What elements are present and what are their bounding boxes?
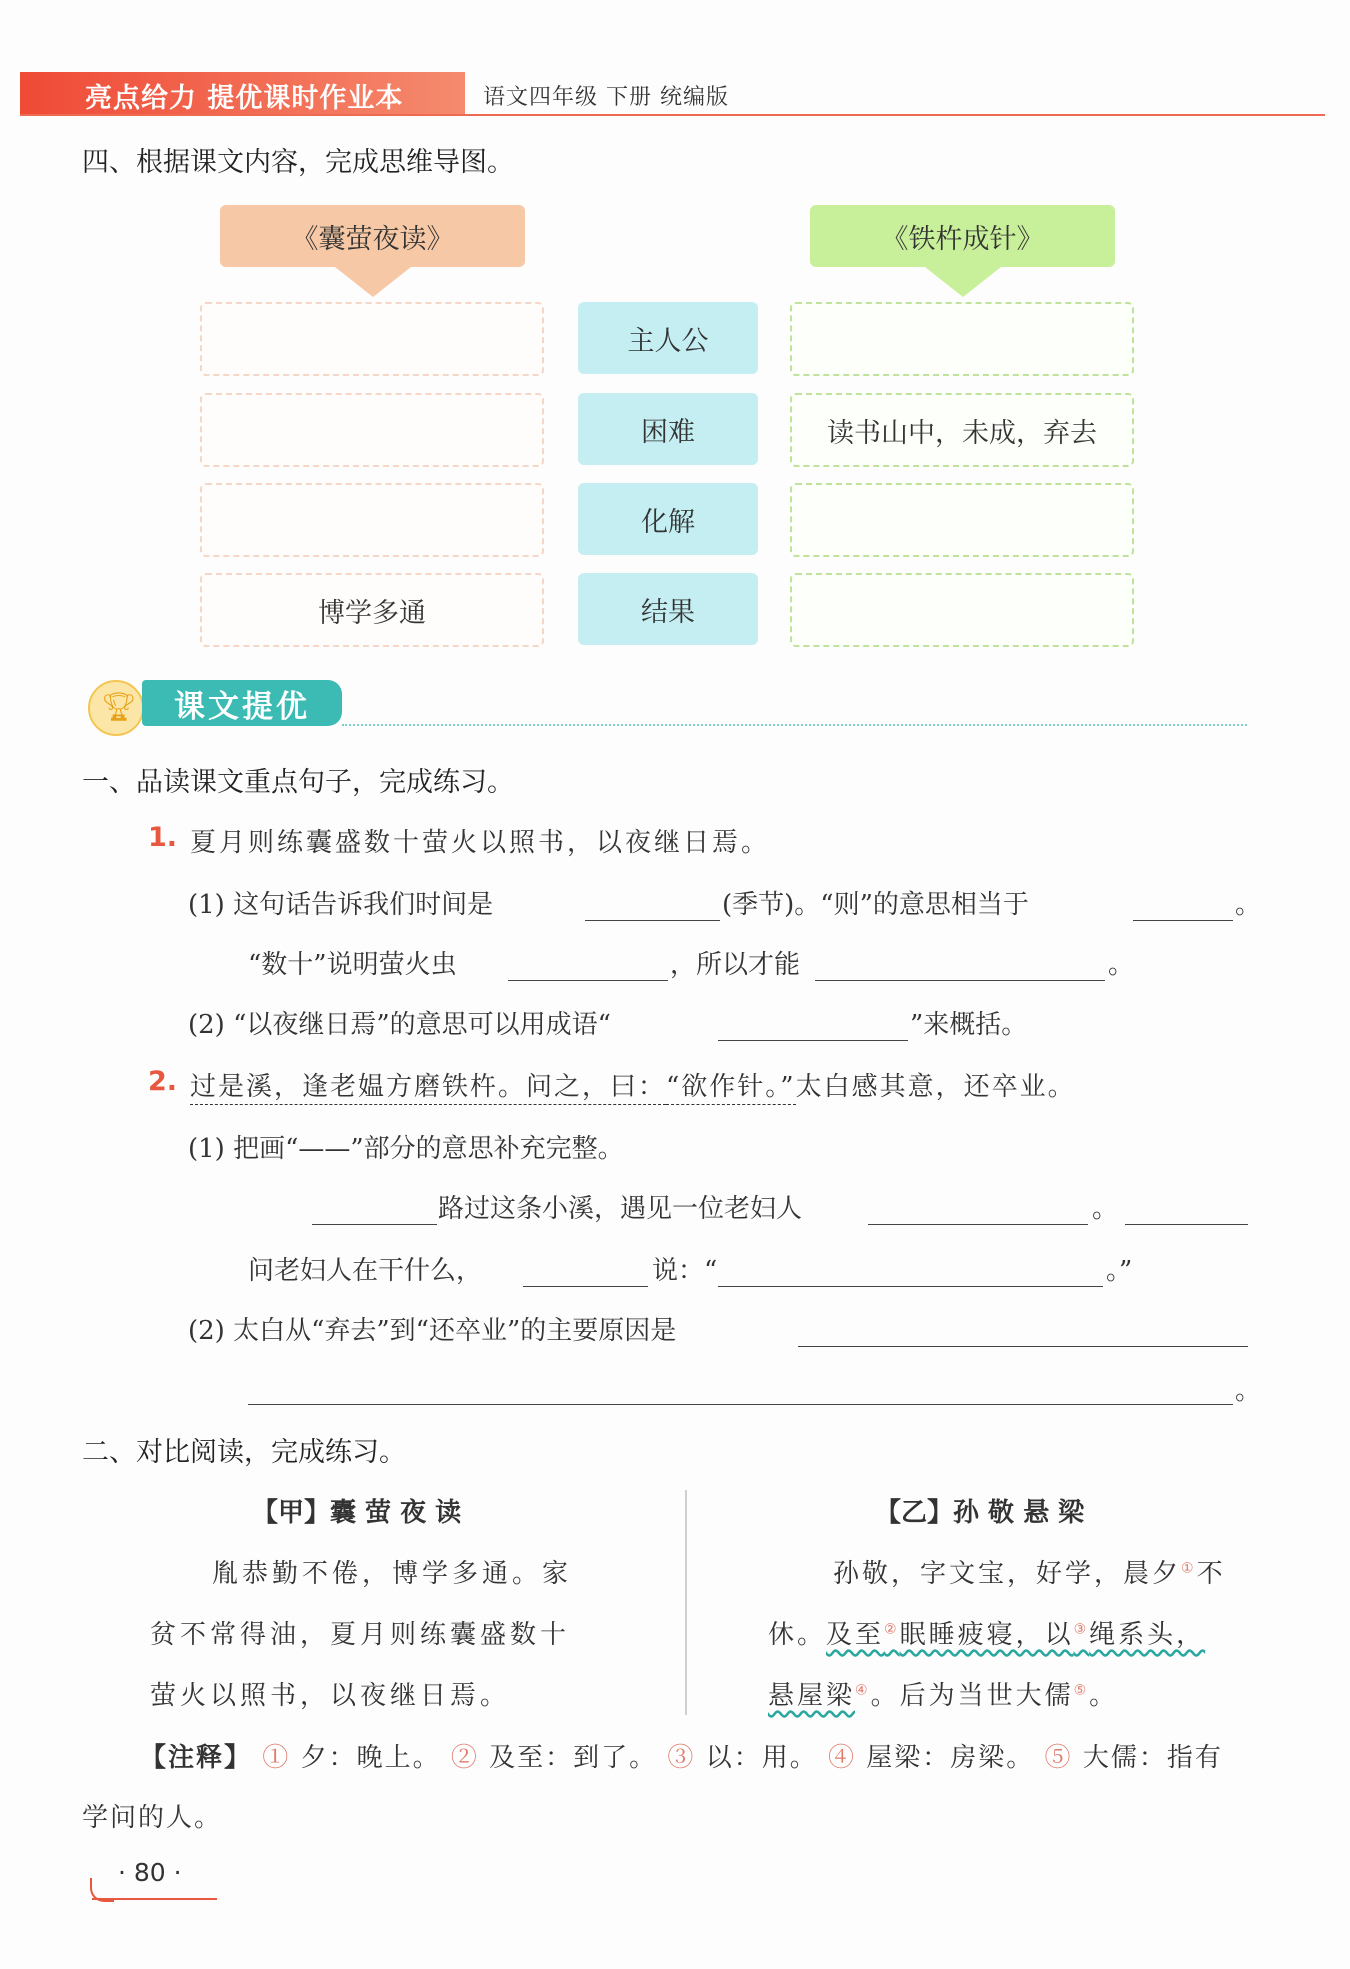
q1-1-prompt-c: “数十”说明萤火虫 xyxy=(248,950,457,980)
q2-1-line2-b: 说：“ xyxy=(652,1256,718,1286)
answer-blank[interactable] xyxy=(523,1286,648,1287)
header-subtitle: 语文四年级 下册 统编版 xyxy=(483,85,729,110)
q4-heading: 四、根据课文内容，完成思维导图。 xyxy=(82,147,514,178)
footnote-mark: ① xyxy=(1181,1560,1197,1577)
down-arrow-icon xyxy=(925,267,1001,297)
q2-sentence-rest: 太白感其意，还卒业。 xyxy=(795,1072,1076,1102)
passage-yi-text: 孙敬，字文宝，好学，晨夕 xyxy=(833,1559,1182,1589)
answer-blank[interactable] xyxy=(312,1224,437,1225)
q1-sentence: 夏月则练囊盛数十萤火以照书，以夜继日焉。 xyxy=(190,828,771,858)
passage-yi-text: 休。 xyxy=(768,1620,827,1650)
header-brand: 亮点给力 提优课时作业本 xyxy=(85,83,404,114)
answer-blank[interactable] xyxy=(1125,1224,1248,1225)
passage-yi-text: 绳系头， xyxy=(1089,1620,1206,1650)
book-title-left: 《囊萤夜读》 xyxy=(220,205,525,267)
passage-yi-line1 xyxy=(833,1553,1226,1590)
q1-1-end: 。 xyxy=(1235,890,1262,920)
q2-sentence-underlined-b: “欲作针。” xyxy=(666,1072,796,1105)
trophy-icon: 🏆︎ xyxy=(101,690,137,723)
q2-1-line1: 路过这条小溪，遇见一位老妇人 xyxy=(438,1194,803,1224)
section-divider xyxy=(342,724,1247,726)
passage-divider xyxy=(685,1490,687,1715)
q1-1-prompt-b: (季节)。“则”的意思相当于 xyxy=(722,890,1029,920)
footnote-mark: ② xyxy=(884,1621,900,1638)
q2-1-prompt: (1) 把画“——”部分的意思补充完整。 xyxy=(188,1134,624,1164)
note-text: 屋梁：房梁。 xyxy=(866,1743,1035,1773)
answer-blank[interactable] xyxy=(585,920,720,921)
passage-yi-title: 【乙】孙 敬 悬 梁 xyxy=(875,1498,1085,1528)
q1-2-prompt: (2) “以夜继日焉”的意思可以用成语“ xyxy=(188,1010,611,1040)
passage-yi-text: 眠睡疲寝，以 xyxy=(899,1620,1074,1650)
answer-blank[interactable] xyxy=(718,1040,908,1041)
answer-blank[interactable] xyxy=(868,1224,1088,1225)
passage-jia-line1: 胤恭勤不倦，博学多通。家 xyxy=(212,1559,573,1589)
map-right-cell-difficulty: 读书山中，未成，弃去 xyxy=(790,393,1134,467)
q1-1-end-b: 。 xyxy=(1108,950,1135,980)
passage-yi-line3 xyxy=(768,1675,1118,1712)
q2-sentence-underlined-a: 过是溪，逢老媪方磨铁杵。问之，曰： xyxy=(190,1072,666,1105)
passage-jia-title: 【甲】囊 萤 夜 读 xyxy=(252,1498,462,1528)
passage-yi-underlined xyxy=(826,1620,1205,1650)
notes-continuation: 学问的人。 xyxy=(82,1803,223,1833)
answer-blank[interactable] xyxy=(718,1286,1103,1287)
q2-2-prompt: (2) 太白从“弃去”到“还卒业”的主要原因是 xyxy=(188,1316,677,1346)
map-label-difficulty: 困难 xyxy=(578,393,758,465)
part2-heading: 二、对比阅读，完成练习。 xyxy=(82,1437,406,1468)
q2-2-end: 。 xyxy=(1235,1376,1262,1406)
map-label-result: 结果 xyxy=(578,573,758,645)
q2-sentence xyxy=(190,1066,1076,1103)
footnote-mark: ② xyxy=(450,1743,479,1773)
part1-heading: 一、品读课文重点句子，完成练习。 xyxy=(82,767,514,798)
q2-1-line2: 问老妇人在干什么， xyxy=(248,1256,483,1286)
note-text: 以：用。 xyxy=(705,1743,818,1773)
footnote-mark: ③ xyxy=(667,1743,696,1773)
note-text: 大儒：指有 xyxy=(1082,1743,1223,1773)
notes-line xyxy=(140,1737,1223,1774)
q1-2-end: ”来概括。 xyxy=(910,1010,1028,1040)
passage-yi-text: 。 xyxy=(1089,1681,1119,1711)
page-number-underline xyxy=(92,1898,217,1900)
footnote-mark: ⑤ xyxy=(1044,1743,1073,1773)
passage-yi-text: 及至 xyxy=(826,1620,885,1650)
footnote-mark: ⑤ xyxy=(1073,1682,1090,1699)
q1-1-prompt: (1) 这句话告诉我们时间是 xyxy=(188,890,494,920)
q1-number: 1. xyxy=(148,822,178,853)
map-left-cell-result: 博学多通 xyxy=(200,573,544,647)
note-text: 及至：到了。 xyxy=(489,1743,658,1773)
map-right-cell-result[interactable] xyxy=(790,573,1134,647)
answer-blank[interactable] xyxy=(508,980,668,981)
q2-1-line2-end: 。” xyxy=(1106,1256,1133,1286)
map-label-resolution: 化解 xyxy=(578,483,758,555)
header-rule xyxy=(20,114,1325,116)
book-title-right: 《铁杵成针》 xyxy=(810,205,1115,267)
q2-1-line1-end: 。 xyxy=(1092,1194,1119,1224)
passage-jia-line2: 贫不常得油，夏月则练囊盛数十 xyxy=(150,1620,571,1650)
answer-blank[interactable] xyxy=(1133,920,1233,921)
passage-yi-line2 xyxy=(768,1614,1205,1651)
passage-yi-underlined xyxy=(768,1681,855,1711)
map-label-protagonist: 主人公 xyxy=(578,302,758,374)
footnote-mark: ① xyxy=(262,1743,291,1773)
answer-blank[interactable] xyxy=(798,1346,1248,1347)
answer-blank[interactable] xyxy=(248,1404,1233,1405)
passage-yi-text: 。后为当世大儒 xyxy=(870,1681,1074,1711)
section-title: 课文提优 xyxy=(142,680,342,726)
map-left-cell-resolution[interactable] xyxy=(200,483,544,557)
passage-yi-text: 悬屋梁 xyxy=(768,1681,856,1711)
down-arrow-icon xyxy=(335,267,411,297)
footnote-mark: ④ xyxy=(827,1743,856,1773)
q1-1-prompt-d: ，所以才能 xyxy=(670,950,801,980)
map-right-cell-resolution[interactable] xyxy=(790,483,1134,557)
map-left-cell-protagonist[interactable] xyxy=(200,302,544,376)
note-text: 夕：晚上。 xyxy=(300,1743,441,1773)
map-right-cell-protagonist[interactable] xyxy=(790,302,1134,376)
answer-blank[interactable] xyxy=(815,980,1105,981)
footnote-mark: ④ xyxy=(855,1682,871,1699)
q2-number: 2. xyxy=(148,1066,178,1097)
passage-yi-text: 不 xyxy=(1196,1559,1226,1589)
footnote-mark: ③ xyxy=(1073,1621,1090,1638)
passage-jia-line3: 萤火以照书，以夜继日焉。 xyxy=(150,1681,511,1711)
map-left-cell-difficulty[interactable] xyxy=(200,393,544,467)
page-number: · 80 · xyxy=(118,1858,182,1887)
notes-label: 【注释】 xyxy=(140,1743,253,1773)
